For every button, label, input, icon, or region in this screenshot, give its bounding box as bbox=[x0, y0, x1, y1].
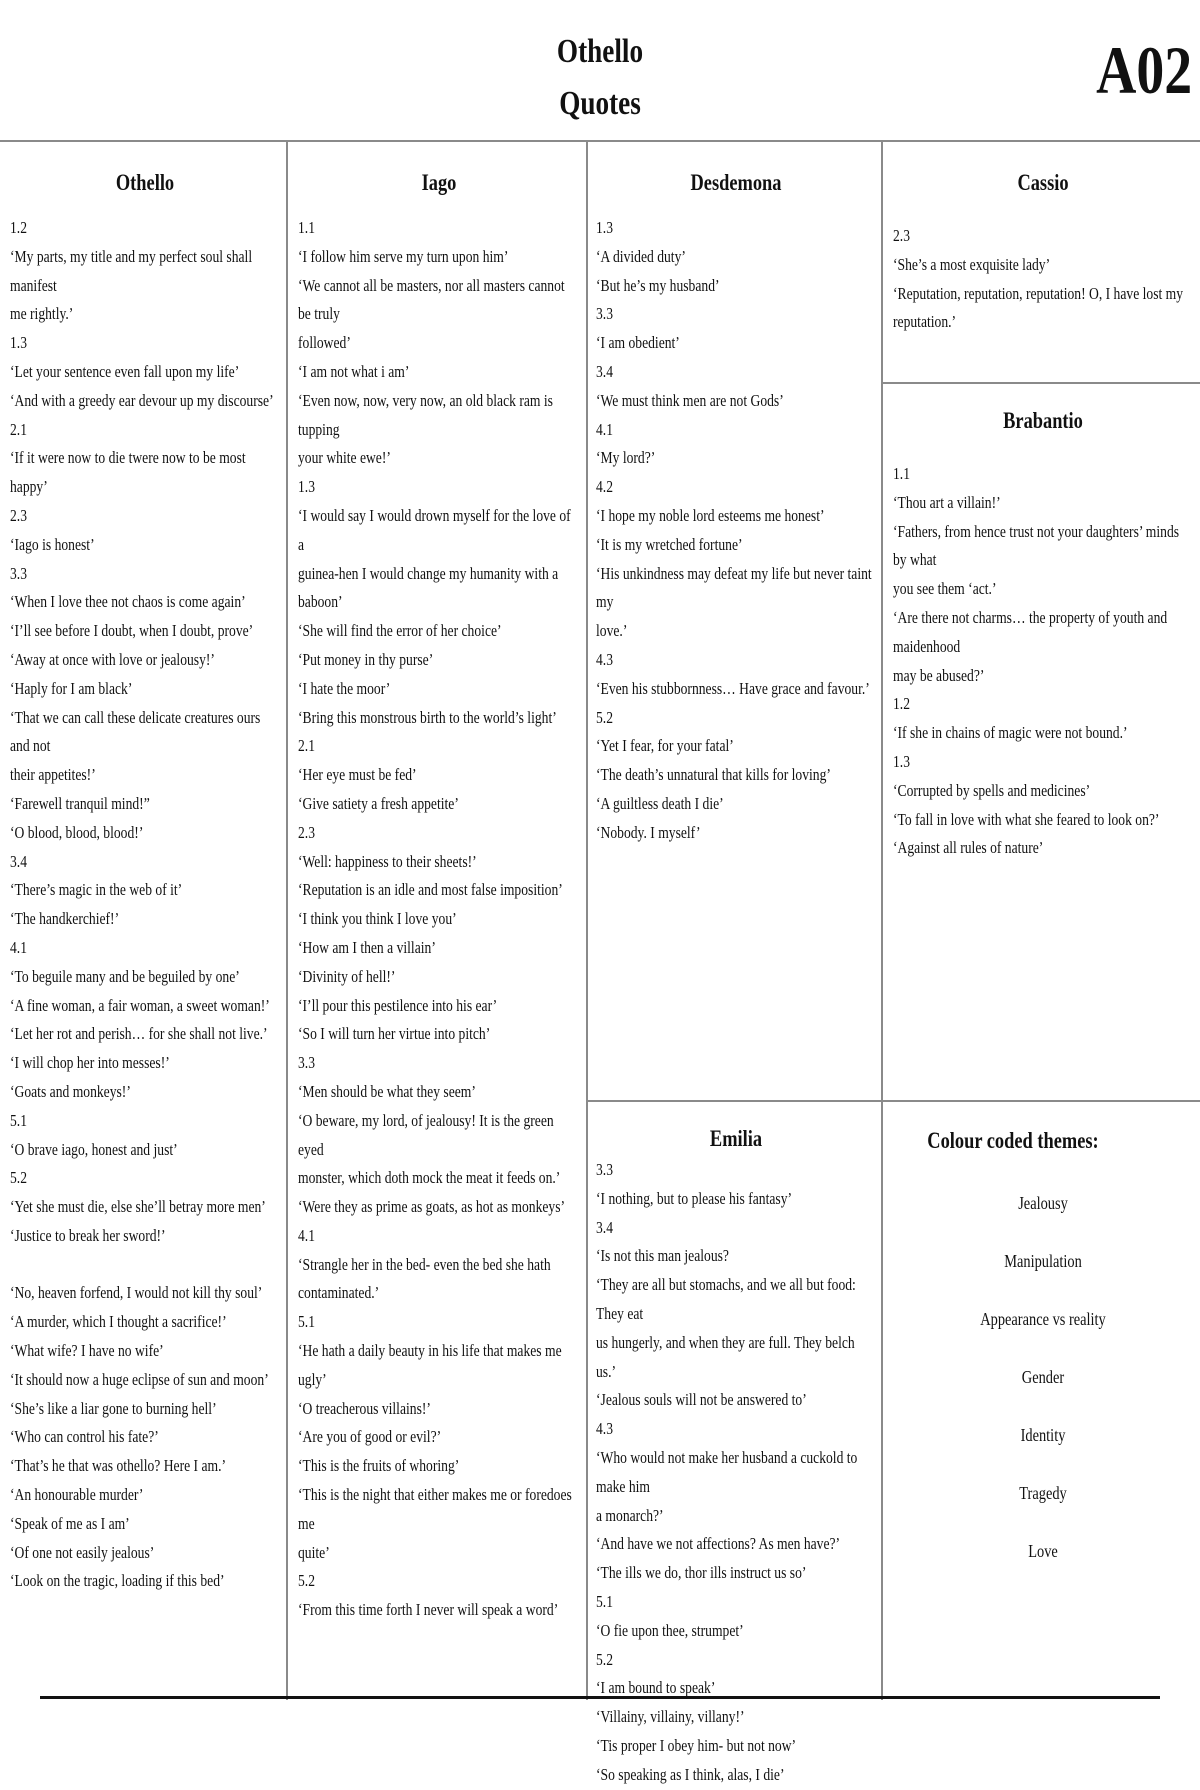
quote-line: ‘I am obedient’ bbox=[596, 333, 680, 353]
brabantio-cell bbox=[893, 404, 1193, 1094]
quote-line: ‘My parts, my title and my perfect soul shall manifest bbox=[10, 246, 253, 295]
scene-reference: 4.2 bbox=[596, 477, 613, 497]
page-title bbox=[120, 26, 1080, 130]
quote-line: ‘Well: happiness to their sheets!’ bbox=[298, 851, 477, 871]
quote-line: ‘She’s a most exquisite lady’ bbox=[893, 254, 1051, 274]
quote-line: ‘I’ll pour this pestilence into his ear’ bbox=[298, 995, 498, 1015]
quote-line: ‘Even his stubbornness… Have grace and favour.’ bbox=[596, 678, 870, 698]
quote-line: ‘A murder, which I thought a sacrifice!’ bbox=[10, 1312, 227, 1332]
othello-quotes bbox=[10, 214, 280, 1596]
quote-line: ‘Against all rules of nature’ bbox=[893, 838, 1044, 858]
quote-line: ‘I follow him serve my turn upon him’ bbox=[298, 246, 509, 266]
quote-line: ‘That’s he that was othello? Here I am.’ bbox=[10, 1456, 227, 1476]
scene-reference: 4.1 bbox=[10, 937, 27, 957]
quote-line: ‘I think you think I love you’ bbox=[298, 909, 457, 929]
scene-reference: 1.2 bbox=[10, 218, 27, 237]
desdemona-cell bbox=[596, 166, 876, 1096]
scene-reference: 4.3 bbox=[596, 1419, 613, 1439]
quote-line: ‘Of one not easily jealous’ bbox=[10, 1542, 155, 1562]
quote-line: ‘Is not this man jealous? bbox=[596, 1246, 729, 1266]
brabantio-quotes bbox=[893, 460, 1193, 863]
quote-line: ‘We must think men are not Gods’ bbox=[596, 390, 784, 410]
scene-reference: 1.3 bbox=[596, 218, 613, 237]
quote-line: quite’ bbox=[298, 1542, 330, 1562]
quote-line: ‘This is the fruits of whoring’ bbox=[298, 1456, 460, 1476]
quote-line: ‘I would say I would drown myself for the love of a bbox=[298, 505, 571, 554]
quote-grid bbox=[0, 140, 1200, 1784]
quote-line: ‘Haply for I am black’ bbox=[10, 678, 133, 698]
scene-reference: 1.2 bbox=[893, 694, 910, 714]
quote-line: ‘Yet I fear, for your fatal’ bbox=[596, 736, 734, 756]
quote-line: ‘Reputation, reputation, reputation! O, I have lost my bbox=[893, 283, 1184, 303]
quote-line: ‘Farewell tranquil mind!” bbox=[10, 793, 150, 813]
quote-line: ‘When I love thee not chaos is come again’ bbox=[10, 592, 246, 612]
quote-line: ‘Let her rot and perish… for she shall not live.’ bbox=[10, 1024, 268, 1044]
quote-line: ‘A divided duty’ bbox=[596, 246, 686, 266]
themes-cell bbox=[893, 1124, 1193, 1700]
quote-line: ‘Goats and monkeys!’ bbox=[10, 1081, 131, 1101]
quote-line: ‘They are all but stomachs, and we all but food: They eat bbox=[596, 1275, 856, 1323]
theme-item: Manipulation bbox=[1004, 1251, 1082, 1271]
cassio-heading: Cassio bbox=[1017, 170, 1069, 195]
title-line-1: Othello bbox=[556, 33, 644, 70]
quote-line: ‘Nobody. I myself’ bbox=[596, 822, 701, 842]
quote-line: ‘O treacherous villains!’ bbox=[298, 1398, 431, 1418]
quote-line: monster, which doth mock the meat it feeds on.’ bbox=[298, 1168, 561, 1188]
quote-line: ‘A guiltless death I die’ bbox=[596, 793, 724, 813]
quote-line: followed’ bbox=[298, 333, 351, 353]
brabantio-heading: Brabantio bbox=[1003, 408, 1083, 433]
quote-line: ‘There’s magic in the web of it’ bbox=[10, 880, 183, 900]
quote-line: your white ewe!’ bbox=[298, 448, 391, 468]
quote-line: ‘Her eye must be fed’ bbox=[298, 765, 417, 785]
assessment-objective-badge: A02 bbox=[1095, 32, 1192, 108]
desdemona-quotes bbox=[596, 214, 876, 848]
quote-line: ‘Jealous souls will not be answered to’ bbox=[596, 1390, 807, 1410]
iago-heading: Iago bbox=[421, 170, 457, 195]
scene-reference: 3.3 bbox=[596, 1160, 613, 1179]
emilia-quotes bbox=[596, 1156, 876, 1790]
scene-reference: 5.2 bbox=[10, 1168, 27, 1188]
scene-reference: 2.3 bbox=[10, 505, 27, 525]
quote-line: may be abused?’ bbox=[893, 665, 985, 685]
scene-reference: 4.3 bbox=[596, 649, 613, 669]
desdemona-heading: Desdemona bbox=[690, 170, 782, 195]
quote-line: ‘And with a greedy ear devour up my discourse’ bbox=[10, 390, 274, 410]
column-divider bbox=[881, 142, 883, 1700]
themes-list bbox=[893, 1174, 1193, 1580]
othello-heading: Othello bbox=[115, 170, 175, 195]
quote-line: ‘Iago is honest’ bbox=[10, 534, 95, 554]
emilia-heading: Emilia bbox=[709, 1126, 763, 1151]
quote-line: contaminated.’ bbox=[298, 1283, 380, 1303]
scene-reference: 5.2 bbox=[596, 1649, 613, 1669]
quote-line: ‘O blood, blood, blood!’ bbox=[10, 822, 144, 842]
quote-line: ‘Even now, now, very now, an old black ram is tupping bbox=[298, 390, 553, 439]
bottom-rule bbox=[40, 1696, 1160, 1699]
emilia-cell bbox=[596, 1122, 876, 1784]
quote-line: ‘Give satiety a fresh appetite’ bbox=[298, 793, 459, 813]
quote-line: ‘Are there not charms… the property of youth and maidenhood bbox=[893, 607, 1168, 656]
quote-line: guinea-hen I would change my humanity with a baboon’ bbox=[298, 563, 559, 612]
quote-line: ‘Put money in thy purse’ bbox=[298, 649, 434, 669]
theme-item: Gender bbox=[1021, 1367, 1065, 1387]
quote-line: ‘From this time forth I never will speak a word’ bbox=[298, 1600, 559, 1620]
quote-line bbox=[10, 1251, 280, 1280]
quote-line: ‘If it were now to die twere now to be most happy’ bbox=[10, 448, 246, 497]
quote-line: ‘O beware, my lord, of jealousy! It is the green eyed bbox=[298, 1110, 554, 1159]
quote-line: ‘How am I then a villain’ bbox=[298, 937, 436, 957]
theme-item: Tragedy bbox=[1019, 1483, 1067, 1503]
row-divider bbox=[586, 1100, 1200, 1102]
cassio-quotes bbox=[893, 222, 1193, 337]
quote-line: ‘Look on the tragic, loading if this bed’ bbox=[10, 1571, 225, 1591]
quote-line: ‘No, heaven forfend, I would not kill thy soul’ bbox=[10, 1283, 263, 1303]
quote-line: ‘I hate the moor’ bbox=[298, 678, 391, 698]
quote-line: ‘O brave iago, honest and just’ bbox=[10, 1139, 178, 1159]
scene-reference: 3.4 bbox=[10, 851, 27, 871]
theme-item: Love bbox=[1028, 1541, 1058, 1561]
quote-line: ‘Thou art a villain!’ bbox=[893, 492, 1001, 512]
quote-line: ‘Yet she must die, else she’ll betray more men’ bbox=[10, 1197, 266, 1217]
cassio-cell bbox=[893, 166, 1193, 376]
scene-reference: 3.3 bbox=[298, 1053, 315, 1073]
quote-line: ‘I’ll see before I doubt, when I doubt, prove’ bbox=[10, 621, 254, 641]
theme-item: Jealousy bbox=[1018, 1193, 1068, 1213]
scene-reference: 1.3 bbox=[893, 751, 910, 771]
quote-line: ‘Justice to break her sword!’ bbox=[10, 1225, 166, 1245]
quote-line: ‘The death’s unnatural that kills for loving’ bbox=[596, 765, 831, 785]
quote-line: ‘Bring this monstrous birth to the world’s light’ bbox=[298, 707, 557, 727]
quote-line: ‘It is my wretched fortune’ bbox=[596, 534, 743, 554]
quote-line: ‘Who would not make her husband a cuckold to make him bbox=[596, 1447, 858, 1496]
quote-line: ‘To fall in love with what she feared to look on?’ bbox=[893, 809, 1160, 829]
scene-reference: 3.4 bbox=[596, 1217, 613, 1237]
quote-line: ‘She will find the error of her choice’ bbox=[298, 621, 502, 641]
quote-line: love.’ bbox=[596, 621, 628, 641]
scene-reference: 3.3 bbox=[596, 304, 613, 324]
scene-reference: 2.3 bbox=[893, 226, 910, 245]
quote-line: ‘Fathers, from hence trust not your daughters’ minds by what bbox=[893, 521, 1180, 570]
quote-line: ‘He hath a daily beauty in his life that makes me ugly’ bbox=[298, 1341, 562, 1389]
scene-reference: 2.1 bbox=[298, 736, 315, 756]
quote-line: ‘The handkerchief!’ bbox=[10, 909, 120, 929]
scene-reference: 5.2 bbox=[596, 707, 613, 727]
scene-reference: 1.1 bbox=[893, 464, 910, 483]
quote-line: ‘Reputation is an idle and most false imposition’ bbox=[298, 880, 563, 900]
quote-line: ‘So speaking as I think, alas, I die’ bbox=[596, 1764, 785, 1784]
othello-cell bbox=[10, 166, 280, 1696]
quote-line: ‘I am not what i am’ bbox=[298, 361, 410, 381]
quote-line: ‘Who can control his fate?’ bbox=[10, 1427, 159, 1447]
scene-reference: 3.4 bbox=[596, 361, 613, 381]
quote-line: ‘But he’s my husband’ bbox=[596, 275, 720, 295]
scene-reference: 1.3 bbox=[10, 333, 27, 353]
iago-quotes bbox=[298, 214, 580, 1625]
scene-reference: 5.2 bbox=[298, 1571, 315, 1591]
quote-line: ‘She’s like a liar gone to burning hell’ bbox=[10, 1398, 217, 1418]
quote-line: ‘Corrupted by spells and medicines’ bbox=[893, 780, 1091, 800]
quote-line: ‘I nothing, but to please his fantasy’ bbox=[596, 1188, 793, 1208]
theme-item: Identity bbox=[1020, 1425, 1066, 1445]
quote-line: ‘Are you of good or evil?’ bbox=[298, 1427, 442, 1447]
quote-line: ‘I am bound to speak’ bbox=[596, 1678, 716, 1698]
column-divider bbox=[586, 142, 588, 1700]
quote-line: ‘We cannot all be masters, nor all masters cannot be truly bbox=[298, 275, 565, 324]
quote-line: reputation.’ bbox=[893, 312, 957, 332]
quote-line: me rightly.’ bbox=[10, 304, 74, 324]
quote-line: ‘Strangle her in the bed- even the bed she hath bbox=[298, 1254, 551, 1274]
quote-line: ‘My lord?’ bbox=[596, 448, 656, 468]
quote-line: ‘Let your sentence even fall upon my life’ bbox=[10, 361, 240, 381]
quote-line: ‘O fie upon thee, strumpet’ bbox=[596, 1620, 744, 1640]
quote-line: ‘I hope my noble lord esteems me honest’ bbox=[596, 505, 825, 525]
quote-line: ‘Speak of me as I am’ bbox=[10, 1513, 130, 1533]
iago-cell bbox=[298, 166, 580, 1696]
quote-line: ‘This is the night that either makes me or foredoes me bbox=[298, 1485, 572, 1533]
quote-line: ‘It should now a huge eclipse of sun and moon’ bbox=[10, 1369, 269, 1389]
title-line-2: Quotes bbox=[559, 85, 641, 122]
scene-reference: 2.1 bbox=[10, 419, 27, 439]
scene-reference: 1.1 bbox=[298, 218, 315, 237]
quote-line: ‘A fine woman, a fair woman, a sweet woman!’ bbox=[10, 995, 270, 1015]
quote-line: ‘If she in chains of magic were not bound.’ bbox=[893, 723, 1128, 743]
quote-line: ‘His unkindness may defeat my life but never taint my bbox=[596, 563, 872, 612]
scene-reference: 4.1 bbox=[596, 419, 613, 439]
scene-reference: 4.1 bbox=[298, 1225, 315, 1245]
quote-line: ‘Were they as prime as goats, as hot as monkeys’ bbox=[298, 1197, 566, 1217]
quote-line: us hungerly, and when they are full. They belch us.’ bbox=[596, 1332, 855, 1381]
themes-heading: Colour coded themes: bbox=[927, 1128, 1099, 1153]
scene-reference: 3.3 bbox=[10, 563, 27, 583]
quote-line: ‘And have we not affections? As men have?’ bbox=[596, 1534, 841, 1554]
quote-line: you see them ‘act.’ bbox=[893, 579, 997, 599]
scene-reference: 5.1 bbox=[10, 1110, 27, 1130]
quote-line: ‘Men should be what they seem’ bbox=[298, 1081, 476, 1101]
quote-line: ‘Tis proper I obey him- but not now’ bbox=[596, 1735, 797, 1755]
scene-reference: 1.3 bbox=[298, 477, 315, 497]
quote-line: their appetites!’ bbox=[10, 765, 96, 785]
quote-line: ‘That we can call these delicate creatures ours and not bbox=[10, 707, 261, 756]
quote-line: ‘Villainy, villainy, villany!’ bbox=[596, 1707, 745, 1727]
quote-line: ‘An honourable murder’ bbox=[10, 1485, 144, 1505]
quote-line: a monarch?’ bbox=[596, 1505, 664, 1525]
quote-line: ‘The ills we do, thor ills instruct us so’ bbox=[596, 1563, 807, 1583]
scene-reference: 5.1 bbox=[298, 1312, 315, 1332]
row-divider bbox=[881, 382, 1200, 384]
scene-reference: 5.1 bbox=[596, 1591, 613, 1611]
scene-reference: 2.3 bbox=[298, 822, 315, 842]
quote-line: ‘I will chop her into messes!’ bbox=[10, 1053, 170, 1073]
quote-line: ‘Away at once with love or jealousy!’ bbox=[10, 649, 215, 669]
quote-line: ‘What wife? I have no wife’ bbox=[10, 1341, 164, 1361]
quote-line: ‘Divinity of hell!’ bbox=[298, 966, 396, 986]
theme-item: Appearance vs reality bbox=[980, 1309, 1106, 1329]
column-divider bbox=[286, 142, 288, 1700]
quote-line: ‘So I will turn her virtue into pitch’ bbox=[298, 1024, 491, 1044]
quote-line: ‘To beguile many and be beguiled by one’ bbox=[10, 966, 240, 986]
